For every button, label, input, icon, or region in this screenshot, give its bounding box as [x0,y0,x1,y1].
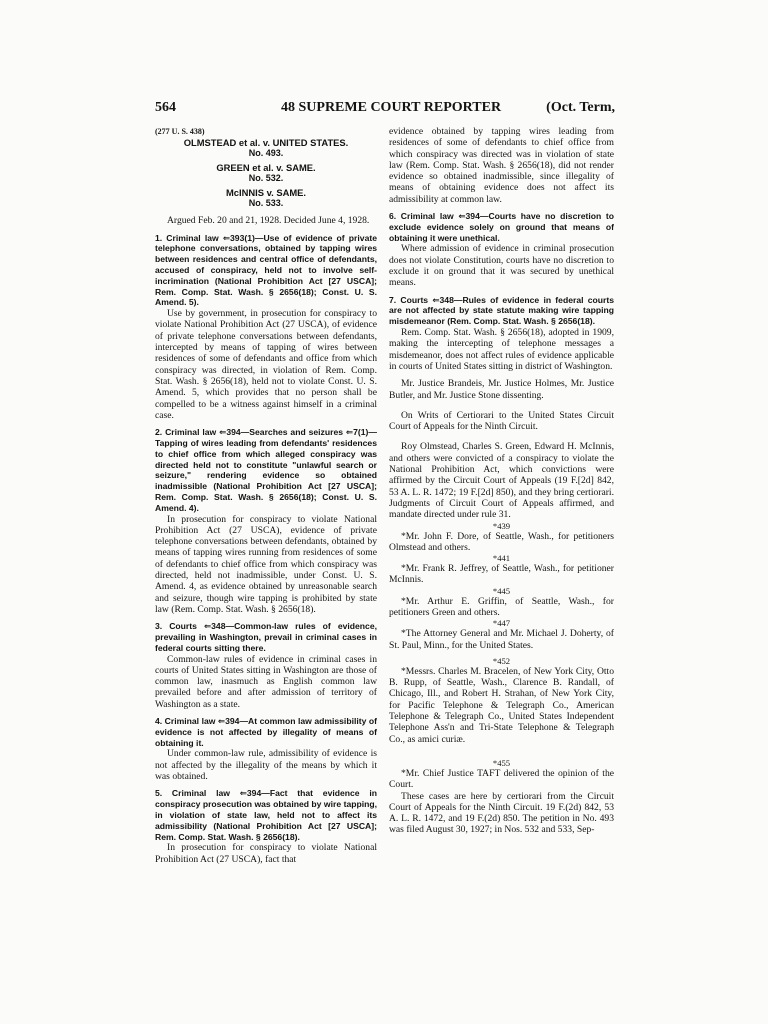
syllabus-paragraph-5-continued: evidence obtained by tapping wires leading from residences of some of defendants to chief office from which conspiracy was directed was in violation of state law (Rem. Comp. Stat. Wash. § 2656(18), did not render evidence so obtained inadmissible, since illegality of means of obtaining evidence does not affect its admissibility at common law. [389,126,614,205]
star-page-445: *445 [492,585,511,596]
counsel-griffin: *Mr. Arthur E. Griffin, of Seattle, Wash., for petitioners Green and others. [389,595,614,618]
page-header [155,100,615,120]
right-column [389,126,614,836]
argued-decided-date: Argued Feb. 20 and 21, 1928. Decided June 4, 1928. [167,215,370,227]
headnote-2: 2. Criminal law ⇐394—Searches and seizures ⇐7(1)—Tapping of wires leading from defendants' residences to chief office from which alleged conspiracy was directed held not to constitute "unlawful search or seizure," rendering evidence so obtained inadmissible (National Prohibition Act [27 USCA]; Rem. Comp. Stat. Wash. § 2656(18); Const. U. S. Amend. 4). [155,427,377,513]
case-title-green: GREEN et al. v. SAME. [216,162,316,174]
star-page-455: *455 [492,757,511,768]
star-page-439: *439 [492,520,511,531]
star-page-452: *452 [492,655,511,666]
counsel-jeffrey: *Mr. Frank R. Jeffrey, of Seattle, Wash., for petitioner McInnis. [389,563,614,586]
page-number: 564 [155,100,176,115]
star-page-441: *441 [492,553,511,564]
syllabus-paragraph-7: Rem. Comp. Stat. Wash. § 2656(18), adopted in 1909, making the intercepting of telephone messages a misdemeanor, does not affect rules of evidence applicable in courts of United States sitting in district of Washington. [389,327,614,372]
case-number-532: No. 532. [248,173,284,184]
opinion-body: These cases are here by certiorari from the Circuit Court of Appeals for the Ninth Circuit. 19 F.(2d) 842, 53 A. L. R. 1472, and 19 F.(2d) 850. The petition in No. 493 was filed August 30, 1927; in Nos. 532 and 533, Sep- [389,790,614,836]
case-title-mcinnis: McINNIS v. SAME. [225,187,307,199]
case-number-493: No. 493. [248,148,284,159]
syllabus-paragraph-5: In prosecution for conspiracy to violate National Prohibition Act (27 USCA), fact that [155,842,377,865]
facts-statement: Roy Olmstead, Charles S. Green, Edward H. McInnis, and others were convicted of a conspiracy to violate the National Prohibition Act, which convictions were affirmed by the Circuit Court of Appeals (19 F.[2d] 842, 53 A. L. R. 1472; 19 F.[2d] 850), and they bring certiorari. Judgments of Circuit Court of Appeals affirmed, and mandate directed under rule 31. [389,441,614,521]
opinion-delivery: *Mr. Chief Justice TAFT delivered the opinion of the Court. [389,767,614,791]
syllabus-paragraph-1: Use by government, in prosecution for conspiracy to violate National Prohibition Act (27 USCA), of evidence of private telephone conversations between defendants, intercepted by means of tapping of wires between residences of some of defendants and office from which conspiracy was directed, in violation of Rem. Comp. Stat. Wash. § 2656(18), held not to violate Const. U. S. Amend. 5, which provides that no person shall be compelled to be a witness against himself in a criminal case. [155,308,377,421]
case-title-olmstead: OLMSTEAD et al. v. UNITED STATES. [183,137,349,149]
headnote-6: 6. Criminal law ⇐394—Courts have no discretion to exclude evidence solely on ground that means of obtaining it were unethical. [389,211,614,243]
syllabus-paragraph-2: In prosecution for conspiracy to violate National Prohibition Act (27 USCA), evidence of private telephone conversations between defendants, obtained by means of tapping wires running from residences of some of defendants to chief office from which conspiracy was directed, held not inadmissible, under Const. U. S. Amend. 4, as evidence obtained by unreasonable search and seizure, though wire tapping is prohibited by state law (Rem. Comp. Stat. Wash. § 2656(18). [155,513,377,615]
left-column [155,126,377,865]
star-page-447: *447 [492,618,511,629]
headnote-1: 1. Criminal law ⇐393(1)—Use of evidence of private telephone conversations, obtained by tapping wires between residences and central office of defendants, accused of conspiracy, held not to involve self-incrimination (National Prohibition Act [27 USCA]; Rem. Comp. Stat. Wash. § 2656(18); Const. U. S. Amend. 5). [155,232,377,308]
headnote-4: 4. Criminal law ⇐394—At common law admissibility of evidence is not affected by illegality of means of obtaining it. [155,716,377,748]
syllabus-paragraph-6: Where admission of evidence in criminal prosecution does not violate Constitution, courts have no discretion to exclude it on ground that it was secured by unethical means. [389,243,614,289]
term-label: (Oct. Term, [546,100,615,115]
syllabus-paragraph-4: Under common-law rule, admissibility of evidence is not affected by the illegality of the means by which it was obtained. [155,748,377,783]
counsel-attorney-general: *The Attorney General and Mr. Michael J. Doherty, of St. Paul, Minn., for the United States. [389,628,614,651]
case-number-533: No. 533. [248,198,284,209]
counsel-dore: *Mr. John F. Dore, of Seattle, Wash., for petitioners Olmstead and others. [389,530,614,553]
citation: (277 U. S. 438) [155,127,205,136]
syllabus-paragraph-3: Common-law rules of evidence in criminal cases in courts of United States sitting in Washington are those of common law, inasmuch as English common law prevailed before and after admission of territory of Washington as a state. [155,653,377,710]
headnote-3: 3. Courts ⇐348—Common-law rules of evidence, prevailing in Washington, prevail in criminal cases in federal courts sitting there. [155,621,377,653]
headnote-5: 5. Criminal law ⇐394—Fact that evidence in conspiracy prosecution was obtained by wire tapping, in violation of state law, held not to affect its admissibility (National Prohibition Act [27 USCA]; Rem. Comp. Stat. Wash. § 2656(18). [155,788,377,842]
reporter-title: 48 SUPREME COURT REPORTER [281,100,502,115]
dissent-note: Mr. Justice Brandeis, Mr. Justice Holmes, Mr. Justice Butler, and Mr. Justice Stone dissenting. [389,378,614,401]
counsel-amici: *Messrs. Charles M. Bracelen, of New York City, Otto B. Rupp, of Seattle, Wash., Clarence B. Randall, of Chicago, Ill., and Robert H. Strahan, of New York City, for Pacific Telephone & Telegraph Co., American Telephone & Telegraph Co., United States Independent Telephone Ass'n and Tri-State Telephone & Telegraph Co., as amici curiæ. [389,665,614,745]
headnote-7: 7. Courts ⇐348—Rules of evidence in federal courts are not affected by state statute making wire tapping misdemeanor (Rem. Comp. Stat. Wash. § 2656(18). [389,294,614,327]
writs-statement: On Writs of Certiorari to the United States Circuit Court of Appeals for the Ninth Circuit. [389,409,614,433]
